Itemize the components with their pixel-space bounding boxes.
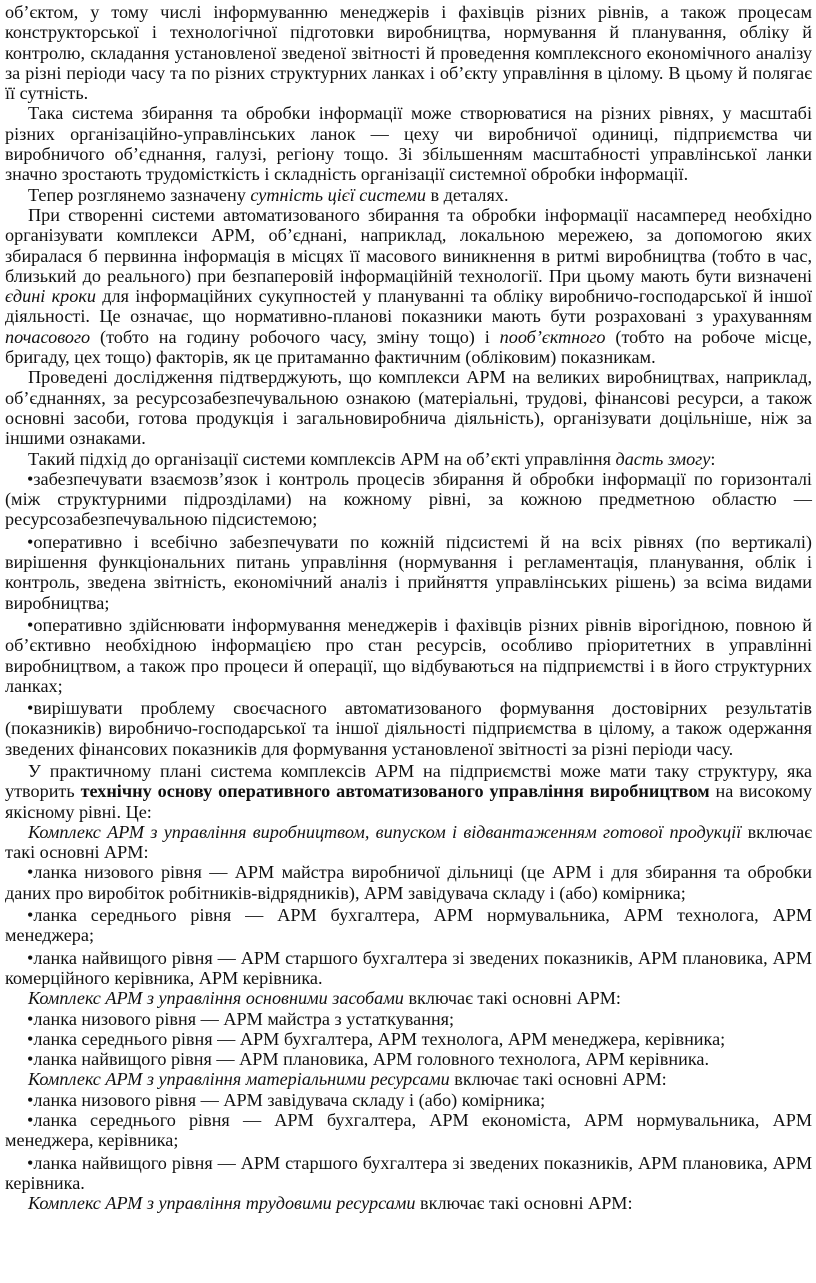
list-item (5, 1090, 812, 1110)
p4-text-g: (тобто на робоче місце, бригаду, цех тощо) факторів, як це притаманно фактичним (обліковим) показникам. (5, 326, 812, 368)
p6-text-a: Такий підхід до організації системи комплексів АРМ на об’єкті управління (28, 448, 616, 469)
complex-3-tail: включає такі основні АРМ: (449, 1069, 667, 1090)
paragraph-5: Проведені дослідження підтверджують, що комплекси АРМ на великих виробництвах, наприклад, об’єднаннях, за ресурсозабезпечувальною ознакою (матеріальні, трудові, фінансові ресурси, а також основні засоби, готова продукція і загальновиробнича діяльність), організувати доцільніше, ніж за іншими ознаками. (5, 367, 812, 449)
list-item-text: ланка найвищого рівня — АРМ старшого бухгалтера зі зведених показників, АРМ плановика, АРМ керівника. (5, 1152, 812, 1193)
bullet-icon: • (27, 1049, 34, 1070)
complex-4-heading (5, 1193, 812, 1213)
complex-1-tail: включає такі основні АРМ: (5, 821, 813, 863)
paragraph-4 (5, 205, 812, 367)
p6-text-c: : (710, 448, 716, 469)
list-item (5, 948, 812, 989)
list-item-text: оперативно і всебічно забезпечувати по кожній підсистемі й на всіх рівнях (по вертикалі) вирішення функціональних питань управління (нормування і регламентація, планування, облік і контроль, зведена звітність, економічний аналіз і прийняття управлінських рішень) за всіма видами виробництва; (5, 531, 812, 613)
p4-text-e: (тобто на годину робочого часу, зміну тощо) і (90, 326, 500, 347)
p3-text-a: Тепер розглянемо зазначену (28, 184, 251, 205)
complex-3-title: Комплекс АРМ з управління матеріальними ресурсами (28, 1069, 450, 1090)
bullet-icon: • (27, 1089, 34, 1110)
list-item-text: ланка низового рівня — АРМ завідувача складу і (або) комірника; (33, 1089, 546, 1110)
p6-emphasis: дасть змогу (615, 448, 711, 469)
bullet-icon: • (27, 905, 34, 926)
list-item-text: ланка низового рівня — АРМ майстра з устаткування; (33, 1008, 455, 1029)
list-item-text: ланка середнього рівня — АРМ бухгалтера, АРМ економіста, АРМ нормувальника, АРМ менеджера, керівника; (5, 1110, 812, 1151)
paragraph-7 (5, 761, 812, 822)
p4-emphasis-2: почасового (5, 326, 91, 347)
complex-2-tail: включає такі основні АРМ: (403, 988, 621, 1009)
list-item (5, 1029, 812, 1049)
p7-text-c: на високому якісному рівні. Це: (5, 781, 812, 822)
p4-text-a: При створенні системи автоматизованого збирання та обробки інформації насамперед необхідно організувати комплекси АРМ, об’єднані, наприклад, локальною мережею, за допомогою яких збиралася б первинна інформація в місцях її масового виникнення в ритмі виробництва (тобто в час, близький до реального) при безпаперовій інформаційній технології. При цьому мають бути визначені (5, 204, 812, 286)
p7-bold: технічну основу оперативного автоматизованого управління виробництвом (80, 781, 710, 802)
list-item (5, 862, 812, 903)
complex-4-title: Комплекс АРМ з управління трудовими ресурсами (28, 1193, 416, 1214)
complex-2-title: Комплекс АРМ з управління основними засобами (28, 988, 404, 1009)
complex-3-heading (5, 1069, 812, 1089)
bullet-icon: • (27, 531, 34, 552)
complex-4-tail: включає такі основні АРМ: (415, 1193, 633, 1214)
list-item (5, 469, 812, 530)
paragraph-3 (5, 185, 812, 205)
bullet-icon: • (27, 698, 34, 719)
list-item-text: оперативно здійснювати інформування менеджерів і фахівців різних рівнів вірогідною, повною й об’єктивно необхідною інформацією про стан ресурсів, особливо пріоритетних в управлінні виробництвом, а також про процеси й операції, що відбуваються на підприємстві і в його структурних ланках; (5, 614, 812, 696)
p3-emphasis: сутність цієї системи (250, 184, 426, 205)
list-item-text: ланка середнього рівня — АРМ бухгалтера, АРМ технолога, АРМ менеджера, керівника; (33, 1028, 726, 1049)
complex-1-heading (5, 822, 812, 863)
list-item-text: вирішувати проблему своєчасного автоматизованого формування достовірних результатів (показників) виробничо-господарської та іншої діяльності підприємства в цілому, а також одержання зведених фінансових показників для формування установленої звітності за різні періоди часу. (5, 698, 812, 759)
p3-text-c: в деталях. (426, 184, 509, 205)
complex-2-heading (5, 988, 812, 1008)
p4-text-c: для інформаційних сукупностей у плануванні та обліку виробничо-господарської й іншої діяльності. Це означає, що нормативно-планові показники мають бути розраховані з урахуванням (5, 286, 812, 327)
list-item (5, 1153, 812, 1194)
list-item (5, 698, 812, 759)
paragraph-6 (5, 449, 812, 469)
bullet-icon: • (27, 947, 34, 968)
bullet-icon: • (27, 862, 34, 883)
list-item (5, 905, 812, 946)
complex-1-title: Комплекс АРМ з управління виробництвом, випуском і відвантаженням готової продукції (28, 821, 742, 842)
list-item-text: ланка найвищого рівня — АРМ плановика, АРМ головного технолога, АРМ керівника. (33, 1049, 710, 1070)
p7-text-a: У практичному плані система комплексів АРМ на підприємстві може мати таку структуру, яка утворить (5, 760, 812, 802)
list-item (5, 615, 812, 696)
p4-emphasis-3: пооб’єктного (499, 326, 606, 347)
bullet-icon: • (27, 614, 34, 635)
p4-emphasis-1: єдині кроки (5, 286, 96, 307)
list-item-text: ланка низового рівня — АРМ майстра виробничої дільниці (це АРМ і для збирання та обробки даних про виробіток робітників-відрядників), АРМ завідувача складу і (або) комірника; (5, 862, 812, 903)
bullet-icon: • (27, 1028, 34, 1049)
bullet-icon: • (27, 1110, 34, 1131)
list-item (5, 1110, 812, 1151)
list-item-text: ланка середнього рівня — АРМ бухгалтера, АРМ нормувальника, АРМ технолога, АРМ менеджера; (5, 905, 812, 946)
list-item-text: забезпечувати взаємозв’язок і контроль процесів збирання й обробки інформації по горизонталі (між структурними підрозділами) на кожному рівні, за кожною предметною областю — ресурсозабезпечувальною підсистемою; (5, 468, 812, 530)
list-item (5, 1009, 812, 1029)
list-item (5, 532, 812, 613)
list-item (5, 1049, 812, 1069)
paragraph-1: об’єктом, у тому числі інформуванню менеджерів і фахівців різних рівнів, а також процесам конструкторської і технологічної підготовки виробництва, нормування й планування, обліку й контролю, складання установленої зведеної звітності й проведення комплексного економічного аналізу за різні періоди часу та по різних структурних ланках і об’єкту управління в цілому. В цьому й полягає її сутність. (5, 2, 812, 104)
list-item-text: ланка найвищого рівня — АРМ старшого бухгалтера зі зведених показників, АРМ плановика, АРМ комерційного керівника, АРМ керівника. (5, 947, 812, 988)
bullet-icon: • (27, 1152, 34, 1173)
bullet-icon: • (27, 1008, 34, 1029)
bullet-icon: • (27, 468, 34, 489)
paragraph-2: Така система збирання та обробки інформації може створюватися на різних рівнях, у масштабі різних організаційно-управлінських ланок — цеху чи виробничої одиниці, підприємства чи виробничого об’єднання, галузі, регіону тощо. Зі збільшенням масштабності управлінської ланки значно зростають трудомісткість і складність організації системної обробки інформації. (5, 103, 812, 185)
